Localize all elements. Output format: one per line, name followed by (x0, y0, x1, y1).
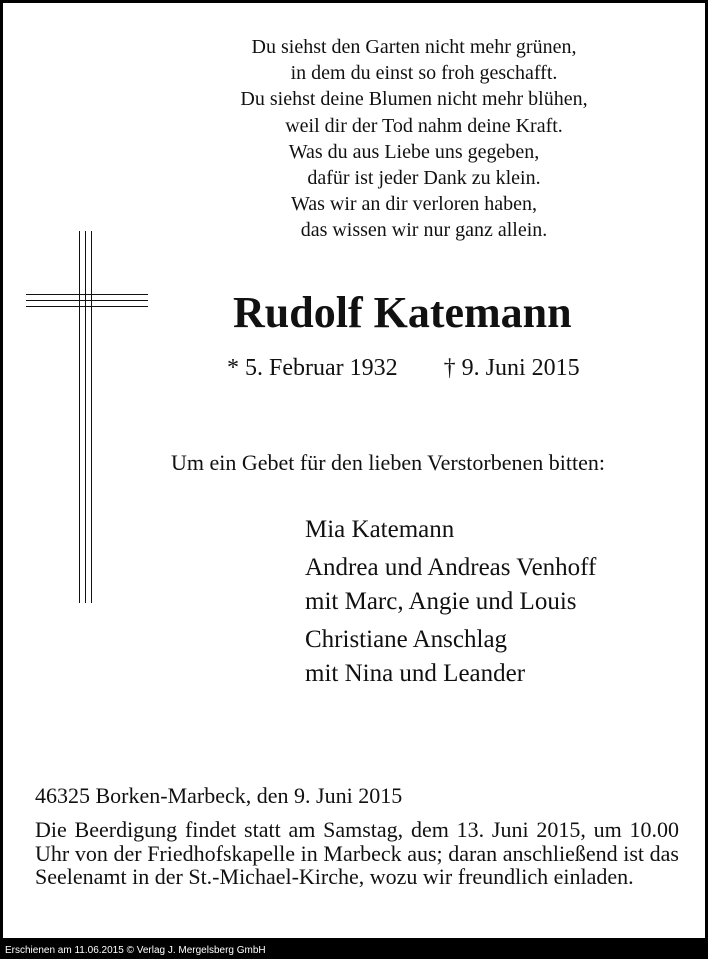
mourner-line: Christiane Anschlag (305, 626, 508, 653)
prayer-request: Um ein Gebet für den lieben Verstorbenen bitten: (171, 450, 605, 475)
mourners-list (305, 513, 596, 695)
birth-date: * 5. Februar 1932 (227, 355, 398, 381)
mourner-line: mit Marc, Angie und Louis (305, 588, 577, 615)
funeral-notice: Die Beerdigung findet statt am Samstag, dem 13. Juni 2015, um 10.00 Uhr von der Friedhofskapelle in Marbeck aus; daran anschließend ist das Seelenamt in der St.-Michael-Kirche, wozu wir freundlich einladen. (35, 817, 679, 890)
mourner-group (305, 513, 596, 547)
poem-line: Du siehst deine Blumen nicht mehr blühen, (240, 88, 588, 111)
mourner-line: mit Nina und Leander (305, 660, 526, 687)
poem-line: Was wir an dir verloren haben, (290, 193, 538, 216)
death-date: † 9. Juni 2015 (443, 355, 580, 381)
poem-line: Was du aus Liebe uns gegeben, (288, 140, 540, 163)
poem-line: weil dir der Tod nahm deine Kraft. (285, 114, 563, 137)
poem-line: in dem du einst so froh geschafft. (290, 62, 558, 85)
poem-line: dafür ist jeder Dank zu klein. (307, 167, 541, 190)
cross-icon (26, 231, 148, 603)
poem-line: das wissen wir nur ganz allein. (300, 219, 548, 242)
mourner-group (305, 623, 596, 691)
mourner-line: Andrea und Andreas Venhoff (305, 554, 597, 581)
poem-line: Du siehst den Garten nicht mehr grünen, (251, 36, 577, 58)
poem (3, 34, 705, 244)
life-dates (227, 355, 580, 382)
deceased-name: Rudolf Katemann (233, 288, 572, 337)
obituary-card (3, 3, 705, 938)
mourner-group (305, 551, 596, 619)
mourner-line: Mia Katemann (305, 516, 455, 543)
publication-footer: Erschienen am 11.06.2015 © Verlag J. Mergelsberg GmbH (5, 945, 266, 956)
place-date: 46325 Borken-Marbeck, den 9. Juni 2015 (35, 783, 403, 808)
